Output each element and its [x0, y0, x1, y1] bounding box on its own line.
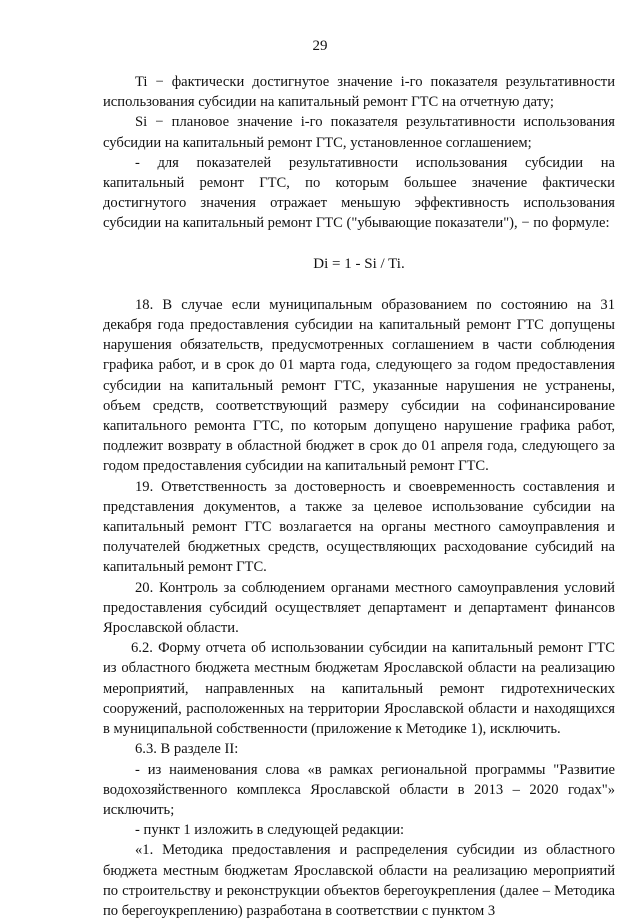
page-number: 29	[312, 38, 328, 54]
paragraph-6-2: 6.2. Форму отчета об использовании субсидии на капитальный ремонт ГТС из областного бюджета местным бюджетам Ярославской области на реализацию мероприятий, направленных на капитальный ремонт гидротехнических сооружений, расположенных на территории Ярославской области и находящихся в муниципальной собственности (приложение к Методике 1), исключить.	[103, 640, 615, 738]
document-body	[103, 72, 615, 921]
formula: Di = 1 - Si / Ti.	[313, 255, 405, 272]
paragraph-6-3-methodology: «1. Методика предоставления и распределения субсидии из областного бюджета местным бюджетам Ярославской области на реализацию мероприятий по строительству и реконструкции объектов берегоукрепления (далее – Методика по берегоукреплению) разработана в соответствии с пунктом 3	[103, 842, 615, 919]
paragraph-6-3-item-name: - из наименования слова «в рамках региональной программы "Развитие водохозяйственного комплекса Ярославской области в 2013 – 2020 годах"» исключить;	[103, 761, 615, 818]
paragraph-si-definition: Si − плановое значение i-го показателя результативности использования субсидии на капитальный ремонт ГТС, установленное соглашением;	[103, 114, 615, 151]
paragraph-6-3: 6.3. В разделе II:	[135, 741, 239, 758]
paragraph-ti-definition: Ti − фактически достигнутое значение i-го показателя результативности использования субсидии на капитальный ремонт ГТС на отчетную дату;	[103, 74, 615, 111]
paragraph-18: 18. В случае если муниципальным образованием по состоянию на 31 декабря года предоставления субсидии на капитальный ремонт ГТС допущены нарушения обязательств, предусмотренных соглашением в части соблюдения графика работ, и в срок до 01 марта года, следующего за годом предоставления субсидии на капитальный ремонт ГТС, указанные нарушения не устранены, объем средств, соответствующий размеру субсидии на софинансирование капитального ремонта ГТС, по которым допущено нарушение графика работ, подлежит возврату в областной бюджет в срок до 01 апреля года, следующего за годом предоставления субсидии на капитальный ремонт ГТС.	[103, 296, 615, 475]
paragraph-decreasing-indicators: - для показателей результативности использования субсидии на капитальный ремонт ГТС, по которым большее значение фактически достигнутого значения отражает меньшую эффективность использования субсидии на капитальный ремонт ГТС ("убывающие показатели"), − по формуле:	[103, 154, 615, 232]
paragraph-6-3-item-point1: - пункт 1 изложить в следующей редакции:	[135, 822, 405, 839]
paragraph-20: 20. Контроль за соблюдением органами местного самоуправления условий предоставления субсидий осуществляет департамент и департамент финансов Ярославской области.	[103, 579, 615, 637]
paragraph-19: 19. Ответственность за достоверность и своевременность составления и представления документов, а также за целевое использование субсидии на капитальный ремонт ГТС возлагается на органы местного самоуправления и получателей бюджетных средств, осуществляющих расходование субсидий на капитальный ремонт ГТС.	[103, 478, 615, 576]
